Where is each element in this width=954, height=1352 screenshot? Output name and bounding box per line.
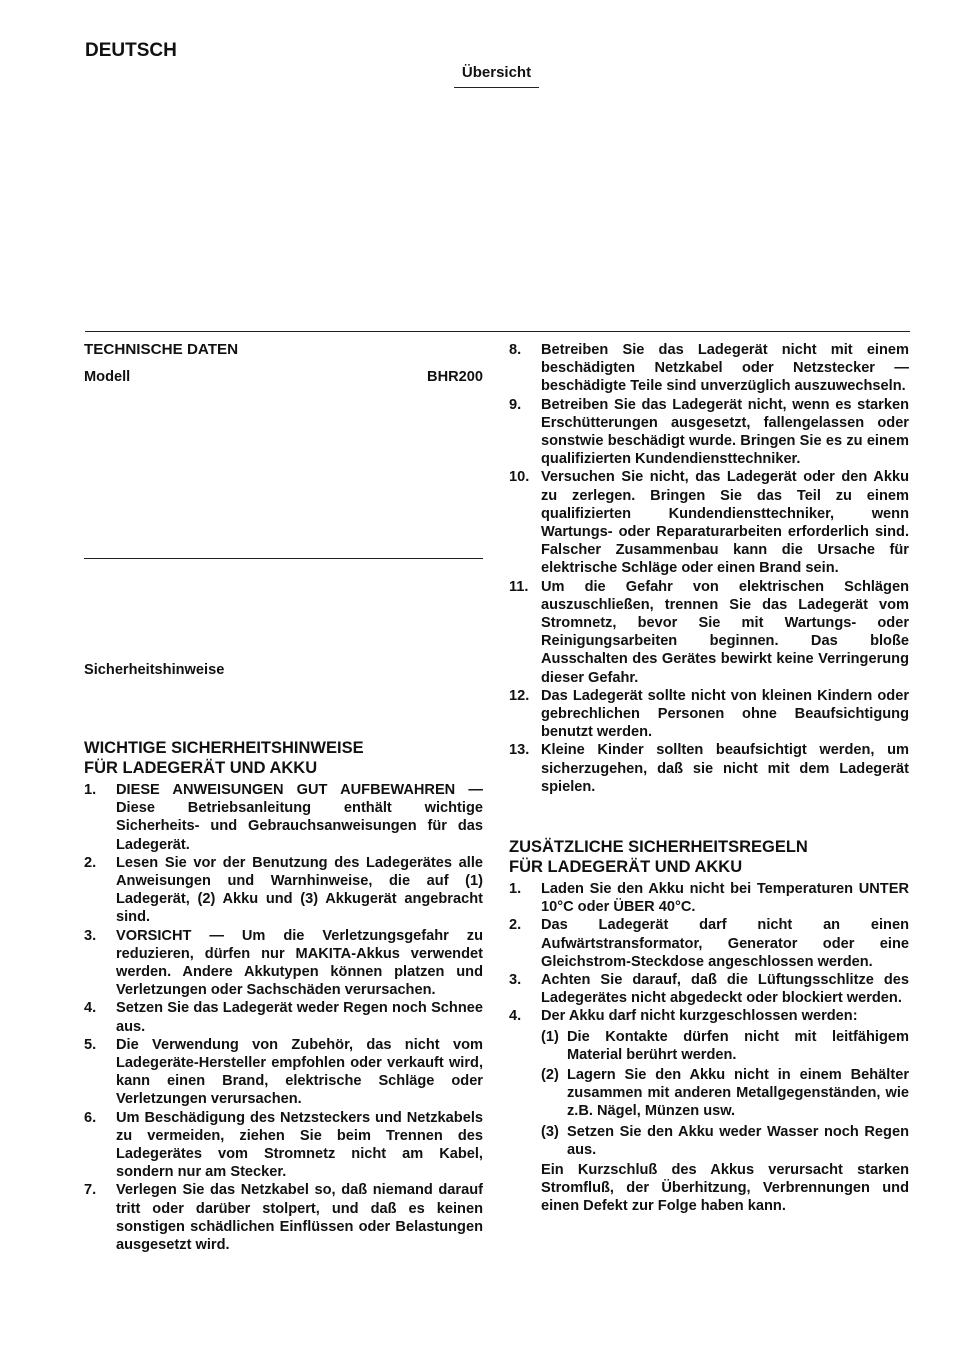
overview-heading: Übersicht bbox=[454, 64, 539, 88]
important-title-line2: FÜR LADEGERÄT UND AKKU bbox=[84, 758, 318, 777]
list-item bbox=[509, 396, 909, 469]
item-text: Lesen Sie vor der Benutzung des Ladegerätes alle Anweisungen und Warnhinweise, die auf (1) Ladegerät, (2) Akku und (3) Akkugerät angebracht sind. bbox=[116, 854, 483, 926]
model-row bbox=[84, 368, 483, 386]
right-column bbox=[509, 341, 909, 1215]
item-text: Versuchen Sie nicht, das Ladegerät oder den Akku zu zerlegen. Bringen Sie das Teil zu einem qualifizierten Kundendiensttechniker, wenn Wartungs- oder Reparaturarbeiten erforderlich sind. Falscher Zusammenbau kann die Ursache für elektrische Schläge oder einen Brand sein. bbox=[541, 469, 909, 577]
additional-list bbox=[509, 880, 909, 1216]
specs-divider bbox=[84, 558, 483, 559]
list-item bbox=[509, 341, 909, 396]
list-item bbox=[509, 687, 909, 742]
item-number: 4. bbox=[509, 1008, 522, 1025]
item-number: 12. bbox=[509, 687, 530, 704]
item-text: VORSICHT — Um die Verletzungsgefahr zu reduzieren, dürfen nur MAKITA-Akkus verwendet werden. Andere Akkutypen können platzen und Verletzungen oder Sachschäden verursachen. bbox=[116, 927, 483, 999]
sub-item-text: Lagern Sie den Akku nicht in einem Behälter zusammen mit anderen Metallgegenständen, wie z.B. Nägel, Münzen usw. bbox=[567, 1067, 909, 1120]
item-number: 11. bbox=[509, 578, 529, 595]
item-text: Setzen Sie das Ladegerät weder Regen noch Schnee aus. bbox=[116, 1000, 483, 1035]
list-item bbox=[509, 971, 909, 1007]
item-text: Das Ladegerät darf nicht an einen Aufwärtstransformator, Generator oder eine Gleichstrom-Steckdose angeschlossen werden. bbox=[541, 917, 909, 970]
list-item bbox=[84, 854, 483, 927]
safety-symbols-title: Sicherheitshinweise bbox=[84, 662, 225, 678]
list-item bbox=[84, 1109, 483, 1182]
left-column bbox=[84, 341, 483, 1254]
item-text-block bbox=[541, 1007, 909, 1215]
additional-section bbox=[509, 838, 909, 1216]
item-number: 3. bbox=[509, 972, 522, 989]
additional-title-line2: FÜR LADEGERÄT UND AKKU bbox=[509, 857, 743, 876]
item-number: 4. bbox=[84, 1000, 97, 1017]
list-item bbox=[84, 999, 483, 1035]
item-text: Kleine Kinder sollten beaufsichtigt werden, um sicherzugehen, daß sie nicht mit dem Ladegerät spielen. bbox=[541, 742, 909, 795]
item-number: 10. bbox=[509, 469, 530, 486]
item-text: Verlegen Sie das Netzkabel so, daß niemand darauf tritt oder darüber stolpert, und daß es keinen sonstigen schädlichen Einflüssen oder Belastungen ausgesetzt wird. bbox=[116, 1182, 483, 1254]
model-label: Modell bbox=[84, 369, 131, 386]
item-text: Um Beschädigung des Netzsteckers und Netzkabels zu vermeiden, ziehen Sie beim Trennen des Ladegerätes vom Stromnetz nicht am Kabel, sondern nur am Stecker. bbox=[116, 1109, 483, 1181]
important-list-left bbox=[84, 781, 483, 1254]
item-number: 13. bbox=[509, 742, 530, 759]
sub-item bbox=[541, 1028, 909, 1064]
list-item bbox=[84, 1181, 483, 1254]
item-text: Die Verwendung von Zubehör, das nicht vom Ladegeräte-Hersteller empfohlen oder verkauft wird, kann einen Brand, elektrische Schläge oder Verletzungen verursachen. bbox=[116, 1036, 483, 1108]
list-item bbox=[84, 781, 483, 854]
item-number: 8. bbox=[509, 342, 522, 358]
item-text: Betreiben Sie das Ladegerät nicht mit einem beschädigten Netzkabel oder Netzstecker — beschädigte Teile sind unverzüglich auszuwechseln. bbox=[541, 342, 909, 395]
item-text: Betreiben Sie das Ladegerät nicht, wenn es starken Erschütterungen ausgesetzt, fallengelassen oder sonstwie beschädigt wurde. Bringen Sie es zu einem qualifizierten Kundendiensttechniker. bbox=[541, 396, 909, 468]
item-number: 3. bbox=[84, 927, 97, 944]
important-title-line1: WICHTIGE SICHERHEITSHINWEISE bbox=[84, 739, 364, 757]
list-item bbox=[509, 1007, 909, 1215]
item-number: 9. bbox=[509, 396, 522, 413]
sub-item-number: (2) bbox=[541, 1067, 559, 1084]
list-item bbox=[84, 927, 483, 1000]
item-text: Laden Sie den Akku nicht bei Temperaturen UNTER 10°C oder ÜBER 40°C. bbox=[541, 881, 909, 916]
sub-item bbox=[541, 1123, 909, 1159]
item-number: 2. bbox=[509, 917, 522, 934]
additional-title-line1: ZUSÄTZLICHE SICHERHEITSREGELN bbox=[509, 838, 808, 856]
item-text: Achten Sie darauf, daß die Lüftungsschlitze des Ladegerätes nicht abgedeckt oder blockiert werden. bbox=[541, 972, 909, 1007]
important-section bbox=[84, 739, 483, 1254]
list-item bbox=[509, 468, 909, 577]
important-list-right bbox=[509, 341, 909, 796]
item-text: Das Ladegerät sollte nicht von kleinen Kindern oder gebrechlichen Personen ohne Beaufsichtigung benutzt werden. bbox=[541, 687, 909, 741]
closing-text: Ein Kurzschluß des Akkus verursacht starken Stromfluß, der Überhitzung, Verbrennungen und einen Defekt zur Folge haben kann. bbox=[541, 1162, 909, 1215]
item-number: 6. bbox=[84, 1109, 97, 1126]
list-item bbox=[509, 578, 909, 687]
sub-item bbox=[541, 1066, 909, 1121]
list-item bbox=[509, 880, 909, 916]
model-value: BHR200 bbox=[427, 369, 483, 386]
item-number: 1. bbox=[84, 782, 97, 798]
item-number: 2. bbox=[84, 854, 97, 871]
list-item bbox=[509, 916, 909, 971]
sub-item-number: (3) bbox=[541, 1123, 559, 1140]
language-heading: DEUTSCH bbox=[85, 40, 177, 61]
section-divider bbox=[85, 331, 910, 332]
sub-item-text: Setzen Sie den Akku weder Wasser noch Regen aus. bbox=[567, 1123, 909, 1158]
item-number: 5. bbox=[84, 1036, 97, 1053]
item-text: Um die Gefahr von elektrischen Schlägen auszuschließen, trennen Sie das Ladegerät vom Stromnetz, bevor Sie mit Wartungs- oder Reinigungsarbeiten beginnen. Das bloße Ausschalten des Gerätes bewirkt keine Verringerung dieser Gefahr. bbox=[541, 578, 909, 686]
specs-title: TECHNISCHE DATEN bbox=[84, 341, 239, 358]
list-item bbox=[509, 741, 909, 796]
sub-item-text: Die Kontakte dürfen nicht mit leitfähigem Material berührt werden. bbox=[567, 1028, 909, 1063]
item-text: DIESE ANWEISUNGEN GUT AUFBEWAHREN — Diese Betriebsanleitung enthält wichtige Sicherheits- und Gebrauchsanweisungen für das Ladegerät. bbox=[116, 782, 483, 853]
list-item bbox=[84, 1036, 483, 1109]
item-number: 7. bbox=[84, 1182, 97, 1199]
item-number: 1. bbox=[509, 881, 522, 897]
item-text: Der Akku darf nicht kurzgeschlossen werden: bbox=[541, 1008, 858, 1025]
sub-item-number: (1) bbox=[541, 1028, 559, 1045]
